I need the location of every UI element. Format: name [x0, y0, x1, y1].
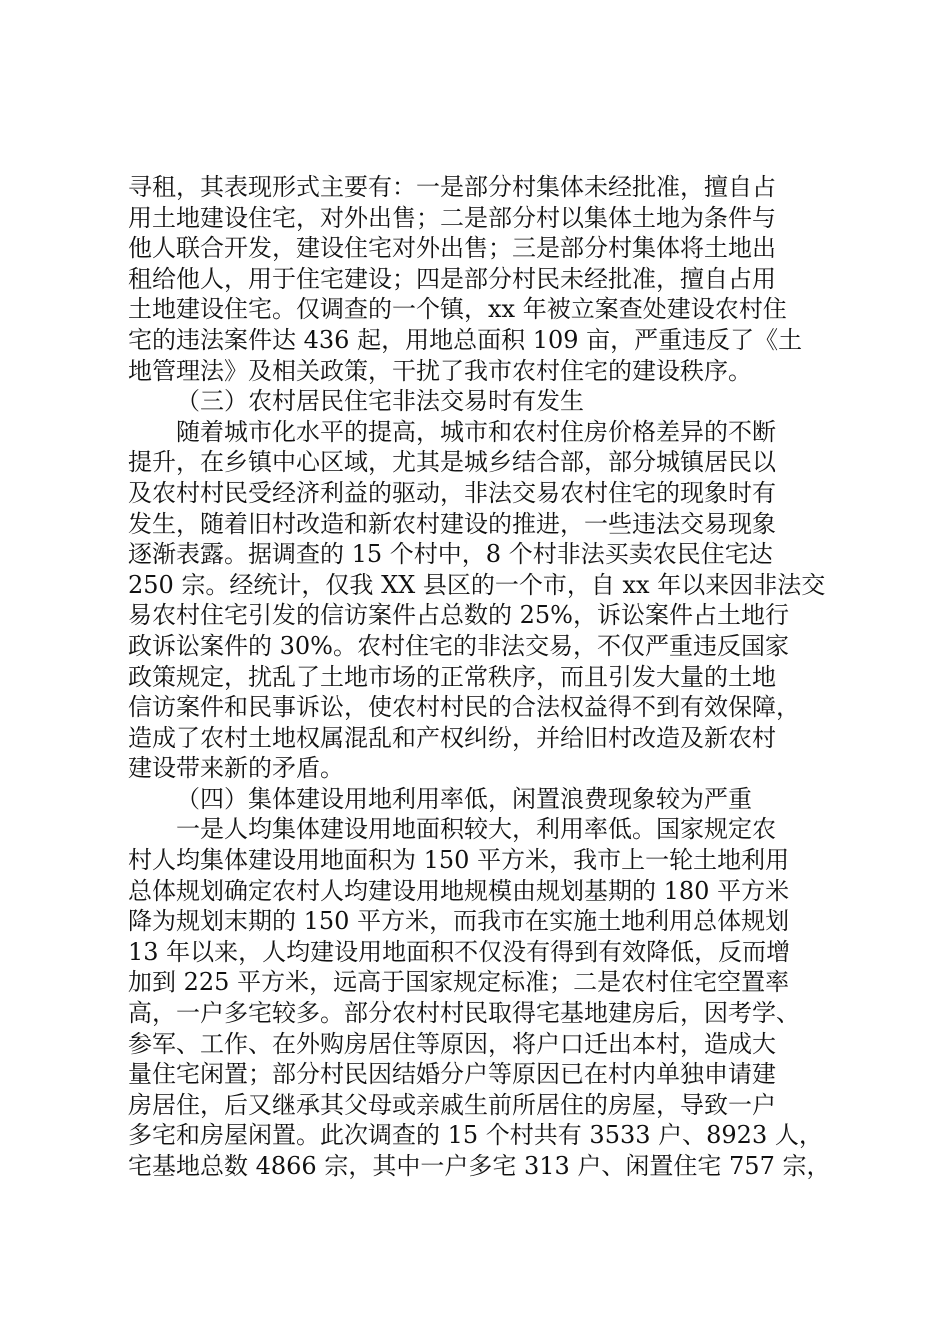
- text-line: 随着城市化水平的提高，城市和农村住房价格差异的不断: [176, 417, 776, 446]
- text-line: 政诉讼案件的 30%。农村住宅的非法交易，不仅严重违反国家: [128, 631, 789, 660]
- text-line: 参军、工作、在外购房居住等原因，将户口迁出本村，造成大: [128, 1029, 776, 1058]
- text-line: 建设带来新的矛盾。: [128, 754, 344, 783]
- text-line: 逐渐表露。据调查的 15 个村中，8 个村非法买卖农民住宅达: [128, 540, 773, 569]
- text-line: 地管理法》及相关政策，干扰了我市农村住宅的建设秩序。: [128, 356, 752, 385]
- text-line: （三）农村居民住宅非法交易时有发生: [176, 387, 584, 416]
- text-line: 信访案件和民事诉讼，使农村村民的合法权益得不到有效保障，: [128, 693, 800, 722]
- text-line: 宅的违法案件达 436 起，用地总面积 109 亩，严重违反了《土: [128, 325, 803, 354]
- section-heading: [128, 386, 848, 417]
- text-line: 13 年以来，人均建设用地面积不仅没有得到有效降低，反而增: [128, 937, 791, 966]
- text-line: 村人均集体建设用地面积为 150 平方米，我市上一轮土地利用: [128, 846, 790, 875]
- text-line: 土地建设住宅。仅调查的一个镇，xx 年被立案查处建设农村住: [128, 295, 787, 324]
- text-line: 寻租，其表现形式主要有：一是部分村集体未经批准，擅自占: [128, 173, 776, 201]
- text-line: 政策规定，扰乱了土地市场的正常秩序，而且引发大量的土地: [128, 662, 776, 691]
- text-line: 用土地建设住宅，对外出售；二是部分村以集体土地为条件与: [128, 203, 776, 232]
- body-paragraph: [128, 814, 848, 1181]
- text-line: 易农村住宅引发的信访案件占总数的 25%，诉讼案件占土地行: [128, 601, 789, 630]
- text-line: 发生，随着旧村改造和新农村建设的推进，一些违法交易现象: [128, 509, 776, 538]
- text-line: 宅基地总数 4866 宗，其中一户多宅 313 户、闲置住宅 757 宗，: [128, 1152, 831, 1180]
- text-line: （四）集体建设用地利用率低，闲置浪费现象较为严重: [176, 784, 752, 813]
- text-line: 他人联合开发，建设住宅对外出售；三是部分村集体将土地出: [128, 234, 776, 263]
- body-paragraph: [128, 172, 848, 386]
- text-line: 250 宗。经统计，仅我 XX 县区的一个市，自 xx 年以来因非法交: [128, 570, 826, 599]
- text-line: 租给他人，用于住宅建设；四是部分村民未经批准，擅自占用: [128, 264, 776, 293]
- text-line: 一是人均集体建设用地面积较大，利用率低。国家规定农: [176, 815, 776, 844]
- body-paragraph: [128, 417, 848, 784]
- text-line: 高，一户多宅较多。部分农村村民取得宅基地建房后，因考学、: [128, 999, 800, 1028]
- text-line: 造成了农村土地权属混乱和产权纠纷，并给旧村改造及新农村: [128, 723, 776, 752]
- text-line: 多宅和房屋闲置。此次调查的 15 个村共有 3533 户、8923 人，: [128, 1121, 823, 1150]
- text-line: 总体规划确定农村人均建设用地规模由规划基期的 180 平方米: [128, 876, 790, 905]
- text-line: 及农村村民受经济利益的驱动，非法交易农村住宅的现象时有: [128, 478, 776, 507]
- text-line: 提升，在乡镇中心区域，尤其是城乡结合部，部分城镇居民以: [128, 448, 776, 477]
- text-line: 房居住，后又继承其父母或亲戚生前所居住的房屋，导致一户: [128, 1090, 776, 1119]
- text-line: 加到 225 平方米，远高于国家规定标准；二是农村住宅空置率: [128, 968, 790, 997]
- text-line: 降为规划末期的 150 平方米，而我市在实施土地利用总体规划: [128, 907, 790, 936]
- text-line: 量住宅闲置；部分村民因结婚分户等原因已在村内单独申请建: [128, 1060, 776, 1089]
- section-heading: [128, 784, 848, 815]
- document-body: [128, 172, 848, 1182]
